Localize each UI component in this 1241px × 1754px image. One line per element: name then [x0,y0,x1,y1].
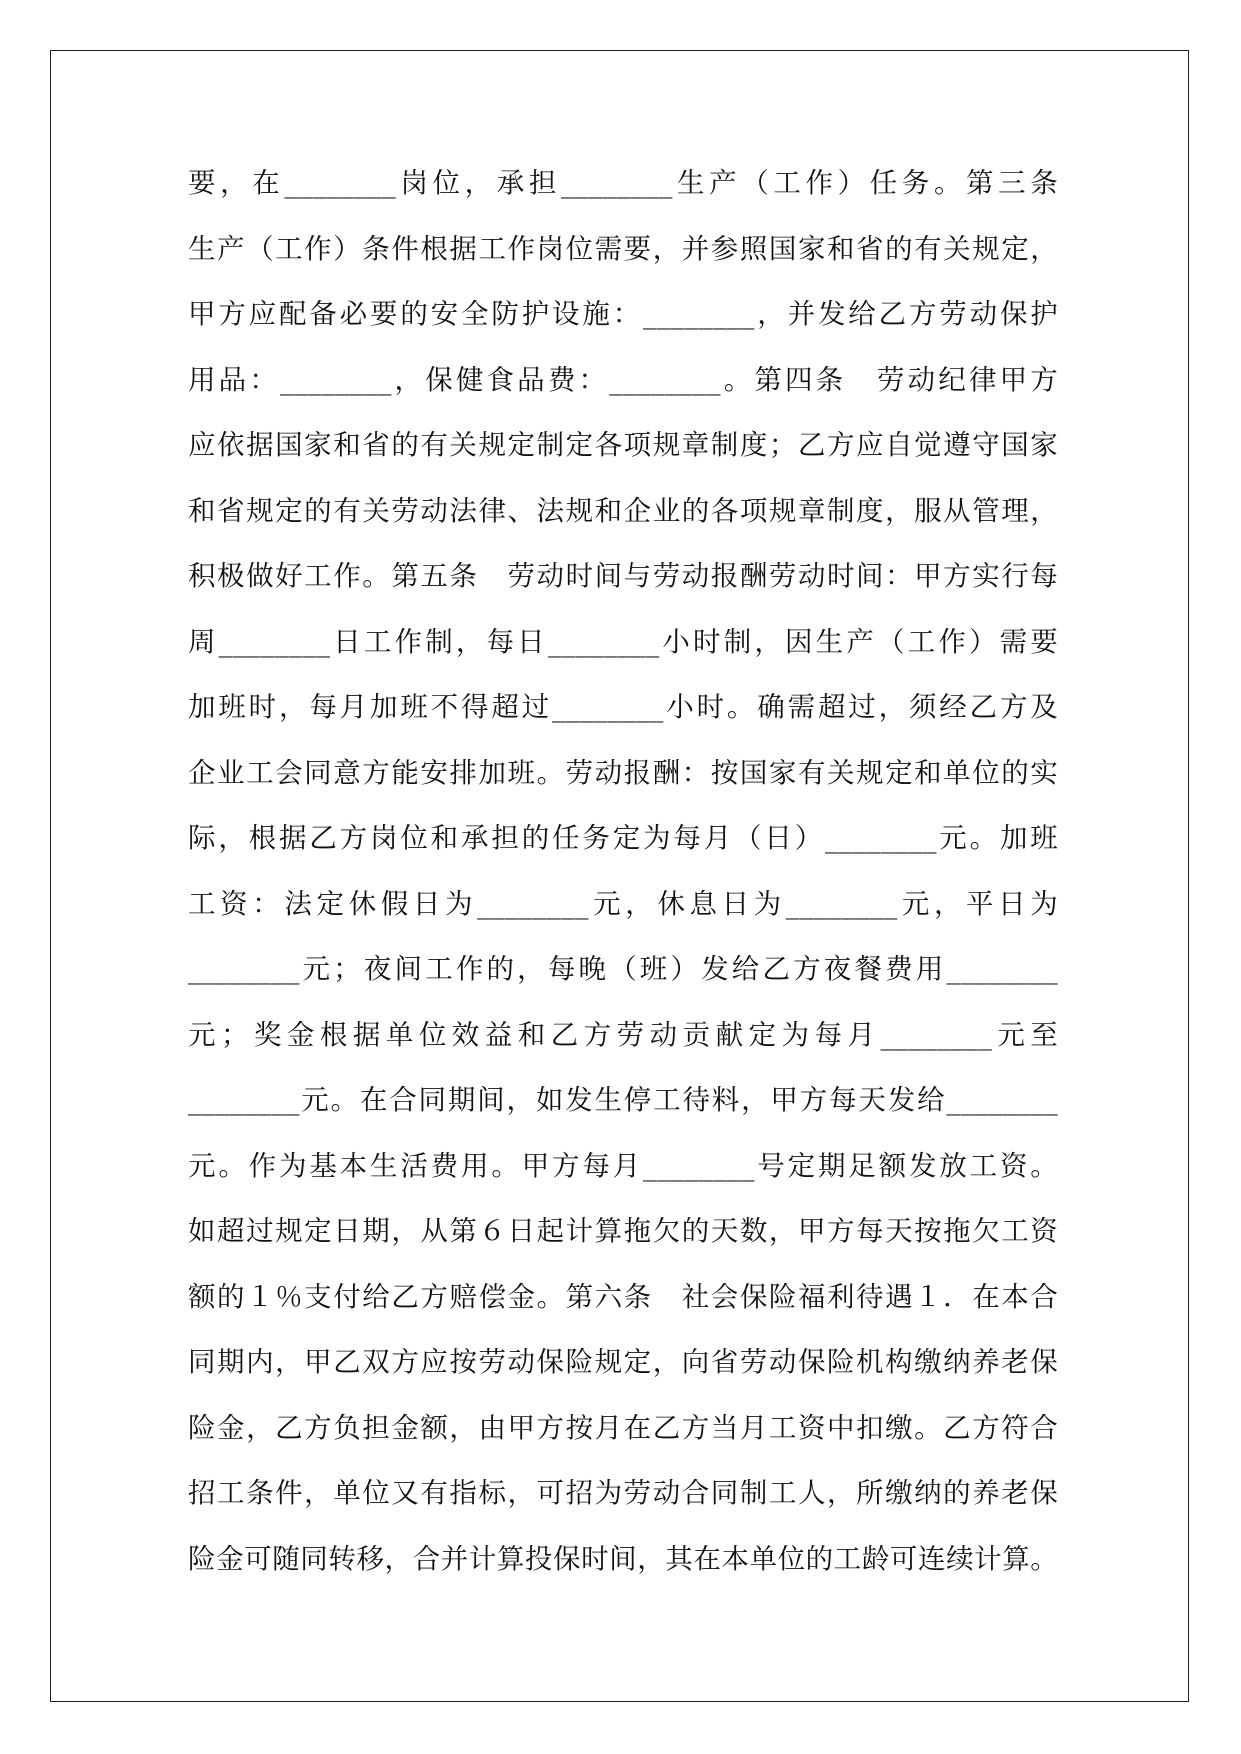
text-line: 企业工会同意方能安排加班。劳动报酬：按国家有关规定和单位的实 [188,756,1058,789]
text-line: 加班时，每月加班不得超过________小时。确需超过，须经乙方及 [188,691,1058,723]
text-line: ________元。在合同期间，如发生停工待料，甲方每天发给________ [188,1084,1058,1116]
text-line: 险金可随同转移，合并计算投保时间，其在本单位的工龄可连续计算。 [188,1542,1058,1575]
text-line: 如超过规定日期，从第６日起计算拖欠的天数，甲方每天按拖欠工资 [188,1215,1058,1247]
text-line: 险金，乙方负担金额，由甲方按月在乙方当月工资中扣缴。乙方符合 [188,1411,1058,1444]
text-line: 元；奖金根据单位效益和乙方劳动贡献定为每月________元至 [188,1018,1058,1051]
text-line: 用品：________，保健食品费：________。第四条 劳动纪律甲方 [188,363,1058,396]
text-line: 额的１％支付给乙方赔偿金。第六条 社会保险福利待遇１．在本合 [188,1280,1058,1313]
text-line: 积极做好工作。第五条 劳动时间与劳动报酬劳动时间：甲方实行每 [188,560,1058,592]
document-body [188,156,1058,1597]
text-line: 甲方应配备必要的安全防护设施：________，并发给乙方劳动保护 [188,298,1058,330]
text-line: 同期内，甲乙双方应按劳动保险规定，向省劳动保险机构缴纳养老保 [188,1346,1058,1378]
text-line: 招工条件，单位又有指标，可招为劳动合同制工人，所缴纳的养老保 [188,1477,1058,1509]
text-line: 要，在________岗位，承担________生产（工作）任务。第三条 [188,167,1058,199]
text-line: 周________日工作制，每日________小时制，因生产（工作）需要 [188,625,1058,658]
text-line: ________元；夜间工作的，每晚（班）发给乙方夜餐费用________ [188,953,1058,985]
text-line: 工资：法定休假日为________元，休息日为________元，平日为 [188,887,1058,920]
text-line: 生产（工作）条件根据工作岗位需要，并参照国家和省的有关规定， [188,232,1058,265]
text-line: 和省规定的有关劳动法律、法规和企业的各项规章制度，服从管理， [188,494,1058,527]
text-line: 际，根据乙方岗位和承担的任务定为每月（日）________元。加班 [188,822,1058,854]
text-line: 元。作为基本生活费用。甲方每月________号定期足额发放工资。 [188,1149,1058,1182]
text-line: 应依据国家和省的有关规定制定各项规章制度；乙方应自觉遵守国家 [188,429,1058,461]
